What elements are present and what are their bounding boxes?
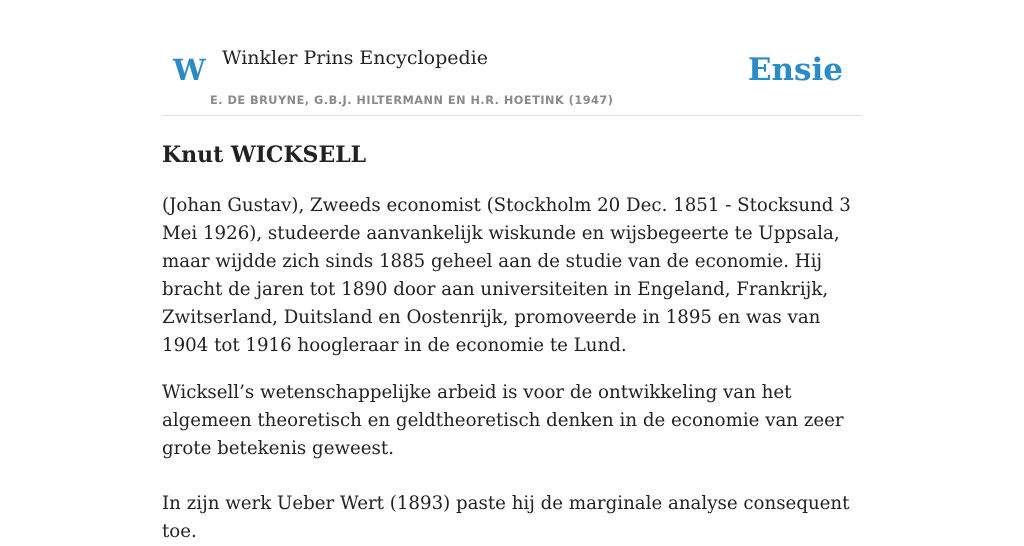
header bbox=[162, 0, 862, 116]
entry-title: Knut WICKSELL bbox=[162, 142, 367, 168]
paragraph-ueber-wert: In zijn werk Ueber Wert (1893) paste hij de marginale analyse consequent toe. bbox=[162, 493, 850, 542]
ensie-logo[interactable]: Ensie bbox=[747, 52, 843, 88]
paragraph-biography: (Johan Gustav), Zweeds economist (Stockholm 20 Dec. 1851 - Stocksund 3 Mei 1926), studeerde aanvankelijk wiskunde en wijsbegeerte te Uppsala, maar wijdde zich sinds 1885 geheel aan de studie van de economie. Hij bracht de jaren tot 1890 door aan universiteiten in Engeland, Frankrijk, Zwitserland, Duitsland en Oostenrijk, promoveerde in 1895 en was van 1904 tot 1916 hoogleraar in de economie te Lund. bbox=[162, 195, 851, 356]
page bbox=[162, 0, 862, 542]
paragraph-significance: Wicksell’s wetenschappelijke arbeid is voor de ontwikkeling van het algemeen theoretisch en geldtheoretisch denken in de economie van zeer grote betekenis geweest. bbox=[162, 382, 844, 459]
encyclopedia-title[interactable]: Winkler Prins Encyclopedie bbox=[222, 47, 488, 69]
authors-line: E. DE BRUYNE, G.B.J. HILTERMANN EN H.R. HOETINK (1947) bbox=[210, 94, 614, 107]
logo-w[interactable]: W bbox=[173, 53, 206, 87]
